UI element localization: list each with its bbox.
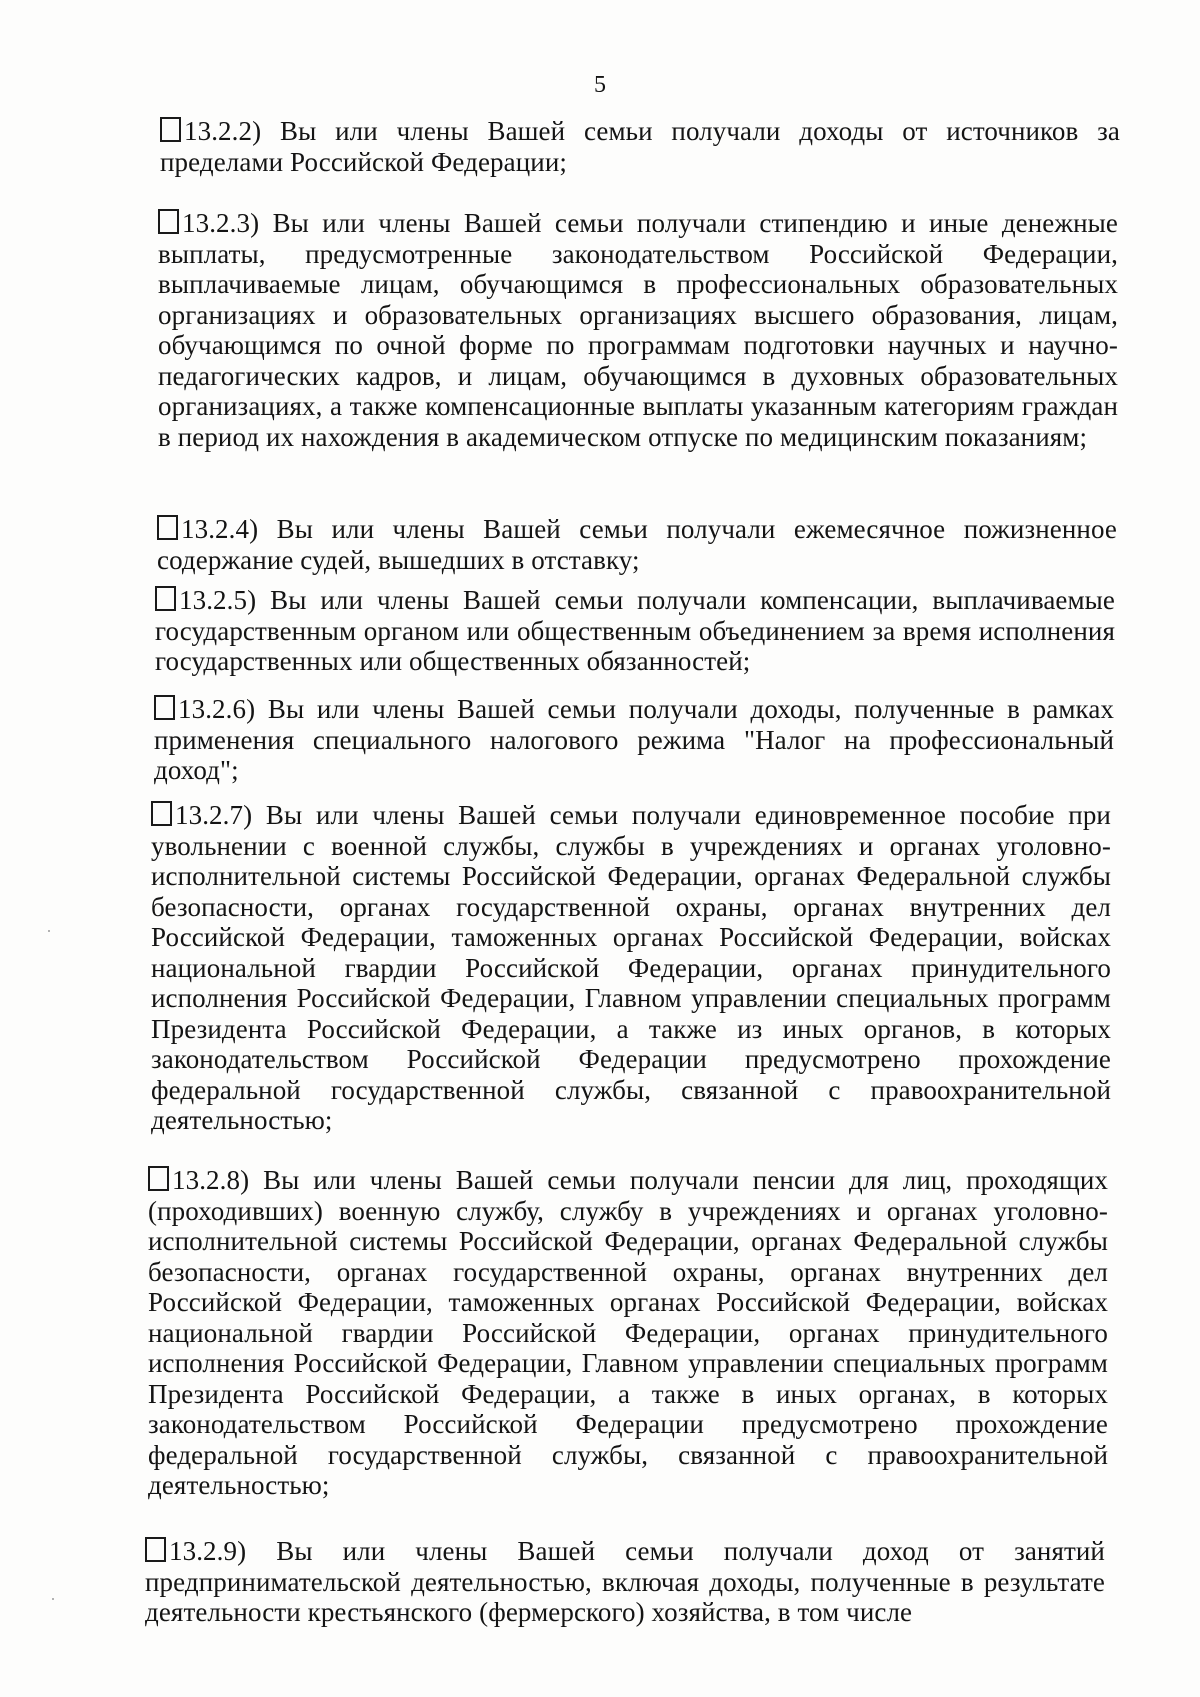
- item-text: Вы или члены Вашей семьи получали доходы, полученные в рамках применения специального налогового режима "Налог на профессиональный доход";: [154, 694, 1115, 785]
- checkbox-13-2-2[interactable]: [160, 117, 181, 142]
- item-13-2-5: [155, 585, 1115, 677]
- item-code: 13.2.9): [169, 1536, 247, 1566]
- item-13-2-9: [145, 1536, 1105, 1628]
- item-code: 13.2.6): [178, 694, 256, 724]
- item-code: 13.2.5): [179, 585, 257, 615]
- item-13-2-3: [158, 208, 1118, 452]
- item-code: 13.2.3): [182, 208, 260, 238]
- checkbox-13-2-9[interactable]: [145, 1537, 166, 1562]
- item-13-2-4: [157, 514, 1117, 575]
- item-text: Вы или члены Вашей семьи получали доходы от источников за пределами Российской Федерации;: [160, 116, 1120, 177]
- checkbox-13-2-4[interactable]: [157, 515, 178, 540]
- item-code: 13.2.7): [175, 800, 253, 830]
- item-code: 13.2.2): [184, 116, 262, 146]
- checkbox-13-2-8[interactable]: [148, 1166, 169, 1191]
- item-13-2-6: [154, 694, 1114, 786]
- item-text: Вы или члены Вашей семьи получали пенсии для лиц, проходящих (проходивших) военную службу, службу в учреждениях и органах уголовно-исполнительной системы Российской Федерации, органах Федеральной службы безопасности, органах государственной охраны, органах внутренних дел Российской Федерации, таможенных органах Российской Федерации, войсках национальной гвардии Российской Федерации, органах принудительного исполнения Российской Федерации, Главном управлении специальных программ Президента Российской Федерации, а также в иных органах, в которых законодательством Российской Федерации предусмотрено прохождение федеральной государственной службы, связанной с правоохранительной деятельностью;: [148, 1165, 1108, 1500]
- item-13-2-2: [160, 116, 1120, 177]
- checkbox-13-2-3[interactable]: [158, 209, 179, 234]
- item-text: Вы или члены Вашей семьи получали доход от занятий предпринимательской деятельностью, включая доходы, полученные в результате деятельности крестьянского (фермерского) хозяйства, в том числе: [145, 1536, 1105, 1627]
- item-text: Вы или члены Вашей семьи получали компенсации, выплачиваемые государственным органом или общественным объединением за время исполнения государственных или общественных обязанностей;: [155, 585, 1115, 676]
- checkbox-13-2-7[interactable]: [151, 801, 172, 826]
- item-code: 13.2.4): [181, 514, 259, 544]
- checkbox-13-2-6[interactable]: [154, 695, 175, 720]
- item-text: Вы или члены Вашей семьи получали ежемесячное пожизненное содержание судей, вышедших в отставку;: [157, 514, 1117, 575]
- scan-speck: [48, 930, 50, 932]
- scan-speck: [52, 1598, 54, 1600]
- page-number: 5: [594, 72, 606, 98]
- item-13-2-7: [151, 800, 1111, 1136]
- item-text: Вы или члены Вашей семьи получали единовременное пособие при увольнении с военной службы, службы в учреждениях и органах уголовно-исполнительной системы Российской Федерации, органах Федеральной службы безопасности, органах государственной охраны, органах внутренних дел Российской Федерации, таможенных органах Российской Федерации, войсках национальной гвардии Российской Федерации, органах принудительного исполнения Российской Федерации, Главном управлении специальных программ Президента Российской Федерации, а также из иных органов, в которых законодательством Российской Федерации предусмотрено прохождение федеральной государственной службы, связанной с правоохранительной деятельностью;: [151, 800, 1111, 1135]
- item-code: 13.2.8): [172, 1165, 250, 1195]
- item-text: Вы или члены Вашей семьи получали стипендию и иные денежные выплаты, предусмотренные законодательством Российской Федерации, выплачиваемые лицам, обучающимся в профессиональных образовательных организациях и образовательных организациях высшего образования, лицам, обучающимся по очной форме по программам подготовки научных и научно-педагогических кадров, и лицам, обучающимся в духовных образовательных организациях, а также компенсационные выплаты указанным категориям граждан в период их нахождения в академическом отпуске по медицинским показаниям;: [158, 208, 1118, 452]
- checkbox-13-2-5[interactable]: [155, 586, 176, 611]
- item-13-2-8: [148, 1165, 1108, 1501]
